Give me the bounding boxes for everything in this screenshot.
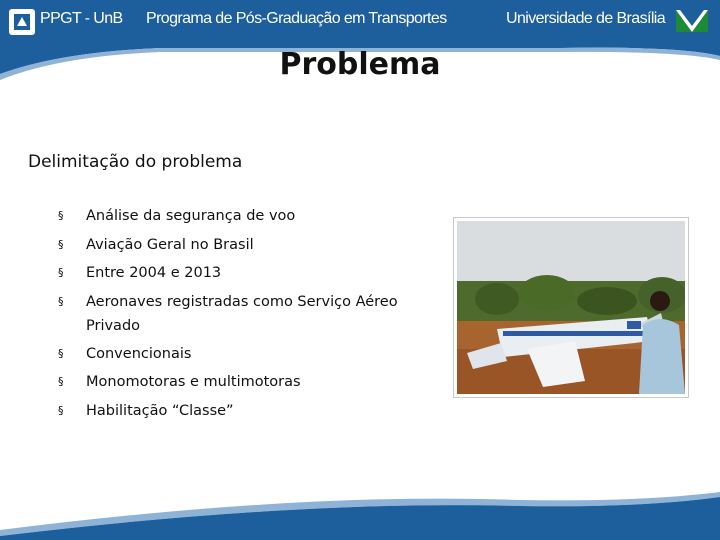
footer-swoop [0, 470, 720, 540]
list-item [58, 342, 448, 366]
crashed-aircraft-photo [453, 217, 689, 398]
bullet-text: Monomotoras e multimotoras [86, 374, 301, 390]
list-item [58, 370, 448, 394]
list-item [58, 399, 448, 423]
bullet-text: Entre 2004 e 2013 [86, 265, 222, 281]
unb-flag-icon [676, 10, 708, 32]
list-item [58, 261, 448, 285]
slide-subtitle: Delimitação do problema [28, 152, 243, 172]
bullet-marker: § [58, 346, 64, 360]
bullet-text: Aeronaves registradas como Serviço Aéreo Privado [86, 293, 398, 334]
bullet-text: Análise da segurança de voo [86, 208, 296, 224]
slide-title: Problema [279, 47, 441, 82]
bullet-marker: § [58, 375, 64, 388]
header-logo-text: PPGT - UnB [40, 10, 123, 27]
list-item [58, 204, 448, 228]
bullet-marker: § [58, 237, 64, 251]
header-university-name: Universidade de Brasília [506, 10, 666, 27]
bullet-list [58, 204, 448, 427]
bullet-marker: § [58, 294, 64, 308]
crashed-aircraft-icon [457, 221, 685, 394]
ppgt-logo-icon [9, 9, 35, 35]
bullet-marker: § [58, 266, 64, 279]
bullet-text: Convencionais [86, 345, 192, 362]
bullet-marker: § [58, 209, 64, 222]
list-item [58, 290, 448, 338]
bullet-text: Aviação Geral no Brasil [86, 236, 254, 253]
header-program-name: Programa de Pós-Graduação em Transportes [146, 10, 447, 27]
bullet-text: Habilitação “Classe” [86, 402, 234, 419]
bullet-marker: § [58, 403, 64, 417]
list-item [58, 233, 448, 257]
